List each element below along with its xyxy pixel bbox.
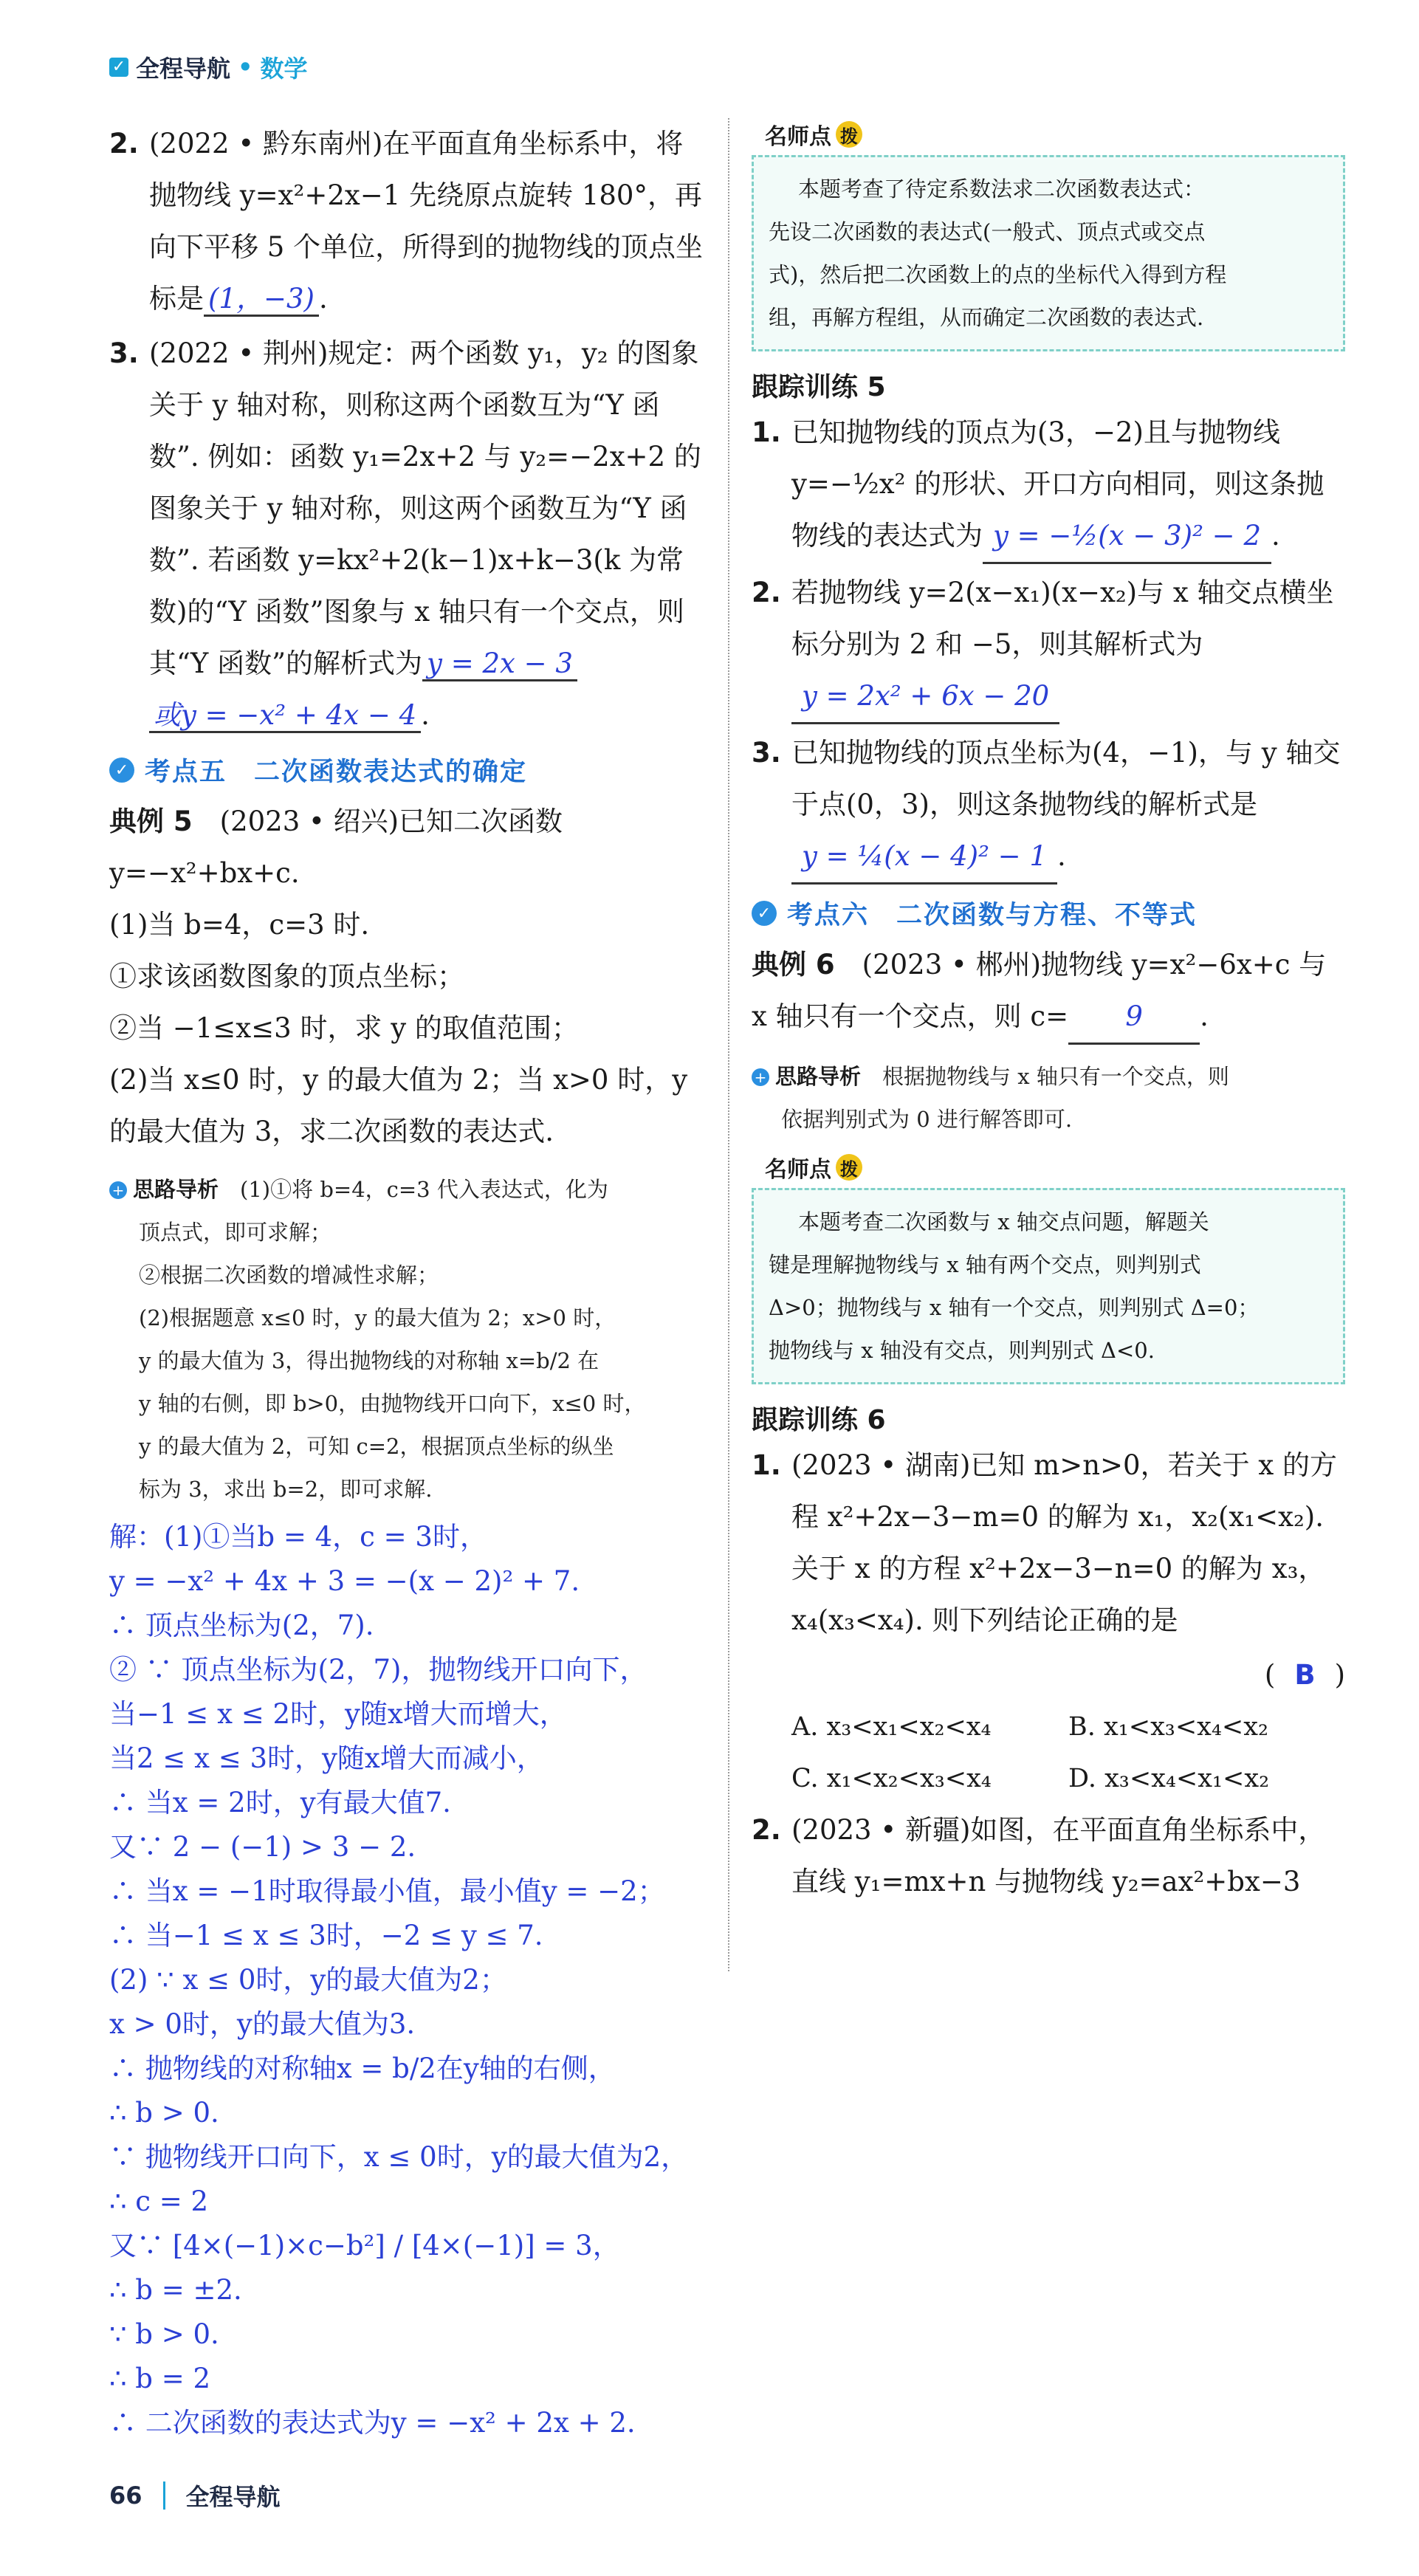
handwritten-solution xyxy=(109,1515,704,2445)
solution-line: ∴ c = 2 xyxy=(109,2185,209,2217)
question-stem: 已知抛物线的顶点为(3，−2)且与抛物线 y=−½x² 的形状、开口方向相同，则这条抛物线的表达式为 xyxy=(791,416,1324,552)
column-divider xyxy=(728,118,729,1971)
solution-line: ∴ b = 2 xyxy=(109,2363,211,2394)
question-3 xyxy=(109,328,704,741)
question-text: (2023 • 新疆)如图，在平面直角坐标系中，直线 y₁=mx+n 与抛物线 y₂=ax²+bx−3 xyxy=(791,1814,1326,1897)
example-part: (2)当 x≤0 时，y 的最大值为 2；当 x>0 时，y 的最大值为 3，求二次函数的表达式. xyxy=(109,1064,688,1147)
choice-close: ) xyxy=(1334,1659,1345,1691)
option-c: C. x₁<x₂<x₃<x₄ xyxy=(791,1764,992,1793)
question-text xyxy=(149,328,704,741)
example-part: ①求该函数图象的顶点坐标； xyxy=(109,961,464,992)
tip-label-text: 名师点 xyxy=(765,124,831,150)
track5-question-1 xyxy=(752,407,1345,564)
answer-blank: y = 2x² + 6x − 20 xyxy=(791,670,1059,724)
question-number: 2. xyxy=(109,128,139,159)
answer-blank: 9 xyxy=(1068,991,1200,1045)
tip-badge-icon: 拨 xyxy=(836,121,862,148)
question-text: (2023 • 湖南)已知 m>n>0，若关于 x 的方程 x²+2x−3−m=0 的解为 x₁，x₂(x₁<x₂). 关于 x 的方程 x²+2x−3−n=0 的解为 x₃，x₄(x₃<x₄). 则下列结论正确的是 xyxy=(791,1449,1337,1636)
question-stem: (2022 • 黔东南州)在平面直角坐标系中，将抛物线 y=x²+2x−1 先绕原点旋转 180°，再向下平移 5 个单位，所得到的抛物线的顶点坐标是 xyxy=(149,128,704,315)
teacher-tip-box xyxy=(752,155,1345,351)
solution-line: 又∵ 2 − (−1) > 3 − 2. xyxy=(109,1831,416,1863)
teacher-tip-label xyxy=(765,118,862,151)
thinking-line: y 的最大值为 2，可知 c=2，根据顶点坐标的纵坐 xyxy=(139,1434,614,1459)
thinking-line: ②根据二次函数的增减性求解； xyxy=(139,1263,439,1288)
question-end: . xyxy=(318,283,328,315)
question-stem: (2022 • 荆州)规定：两个函数 y₁，y₂ 的图象关于 y 轴对称，则称这两个函数互为“Y 函数”. 例如：函数 y₁=2x+2 与 y₂=−2x+2 的图象关于 y 轴对称，则这两个函数互为“Y 函数”. 若函数 y=kx²+2(k−1)x+k−3(k 为常数)的“Y 函数”图象与 x 轴只有一个交点，则其“Y 函数”的解析式为 xyxy=(149,337,701,679)
example-label: 典例 6 xyxy=(752,949,835,980)
question-number: 3. xyxy=(752,737,781,769)
solution-line: ∴ 抛物线的对称轴x = b/2在y轴的右侧， xyxy=(109,2053,616,2084)
track5-question-3 xyxy=(752,727,1345,885)
question-end: . xyxy=(1057,840,1066,872)
thinking-label: 思路导析 xyxy=(775,1064,862,1089)
left-column xyxy=(109,118,704,2445)
thinking-text: (1)①将 b=4，c=3 代入表达式，化为 xyxy=(240,1177,608,1202)
answer-blank: y = −½(x − 3)² − 2 xyxy=(983,510,1271,564)
tip-line: 本题考查二次函数与 x 轴交点问题，解题关 xyxy=(798,1209,1209,1234)
solution-line: ∵ 抛物线开口向下，x ≤ 0时，y的最大值为2， xyxy=(109,2141,689,2173)
tracking-title: 跟踪训练 5 xyxy=(752,372,886,402)
header-subject: 数学 xyxy=(260,55,308,83)
question-stem: 若抛物线 y=2(x−x₁)(x−x₂)与 x 轴交点横坐标分别为 2 和 −5，则其解析式为 xyxy=(791,577,1334,660)
choice-options xyxy=(752,1701,1345,1804)
question-number: 2. xyxy=(752,577,781,608)
choice-answer-value: B xyxy=(1294,1659,1316,1691)
tracking-title: 跟踪训练 6 xyxy=(752,1405,886,1435)
thinking-line: y 轴的右侧，即 b>0，由抛物线开口向下，x≤0 时， xyxy=(139,1391,646,1416)
question-end: . xyxy=(1271,520,1280,552)
solution-line: 当2 ≤ x ≤ 3时，y随x增大而减小， xyxy=(109,1742,544,1774)
tip-line: Δ>0；抛物线与 x 轴有一个交点，则判别式 Δ=0； xyxy=(769,1295,1260,1320)
answer-blank: (1，−3) xyxy=(204,283,319,317)
example-part: ②当 −1≤x≤3 时，求 y 的取值范围； xyxy=(109,1012,579,1044)
tip-line: 式)，然后把二次函数上的点的坐标代入得到方程 xyxy=(769,262,1227,287)
thinking-guide xyxy=(109,1168,704,1511)
page-footer xyxy=(109,2479,281,2513)
solution-line: ∴ b = ±2. xyxy=(109,2274,242,2306)
example-end: . xyxy=(1200,1000,1209,1032)
section-title: 考点五 二次函数表达式的确定 xyxy=(145,758,528,787)
question-number: 2. xyxy=(752,1814,781,1846)
thinking-line: 标为 3，求出 b=2，即可求解. xyxy=(139,1477,433,1502)
teacher-tip-label xyxy=(765,1151,862,1184)
solution-line: ∴ 二次函数的表达式为y = −x² + 2x + 2. xyxy=(109,2407,636,2439)
choice-open: ( xyxy=(1264,1659,1276,1691)
solution-line: ∴ 当x = −1时取得最小值，最小值y = −2； xyxy=(109,1875,665,1907)
choice-answer xyxy=(752,1649,1345,1701)
thinking-line: 顶点式，即可求解； xyxy=(139,1220,332,1245)
question-number: 3. xyxy=(109,337,139,369)
section-header xyxy=(752,895,1345,932)
thinking-guide xyxy=(752,1055,1345,1141)
solution-line: ② ∵ 顶点坐标为(2，7)，抛物线开口向下， xyxy=(109,1654,647,1686)
tip-badge-icon: 拨 xyxy=(836,1154,862,1181)
thinking-line xyxy=(752,1055,1345,1098)
solution-line: x > 0时，y的最大值为3. xyxy=(109,2008,416,2040)
section-title: 考点六 二次函数与方程、不等式 xyxy=(787,901,1198,930)
tip-line: 先设二次函数的表达式(一般式、顶点式或交点 xyxy=(769,219,1206,244)
right-column xyxy=(752,118,1345,1911)
solution-line: 当−1 ≤ x ≤ 2时，y随x增大而增大， xyxy=(109,1698,567,1730)
solution-line: ∴ b > 0. xyxy=(109,2097,219,2129)
solution-line: ∴ 当x = 2时，y有最大值7. xyxy=(109,1787,451,1818)
solution-line: (2) ∵ x ≤ 0时，y的最大值为2； xyxy=(109,1964,507,1996)
example-5 xyxy=(109,796,704,1158)
solution-line: 解：(1)①当b = 4，c = 3时， xyxy=(109,1521,487,1553)
thinking-label: 思路导析 xyxy=(133,1177,219,1202)
tip-line: 本题考查了待定系数法求二次函数表达式： xyxy=(798,176,1206,202)
question-text xyxy=(149,118,704,325)
solution-line: y = −x² + 4x + 3 = −(x − 2)² + 7. xyxy=(109,1565,580,1597)
track6-question-1 xyxy=(752,1440,1345,1646)
check-circle-icon: ✓ xyxy=(109,758,134,783)
question-stem: 已知抛物线的顶点坐标为(4，−1)，与 y 轴交于点(0，3)，则这条抛物线的解析式是 xyxy=(791,737,1341,820)
plus-icon: + xyxy=(109,1181,127,1199)
question-2 xyxy=(109,118,704,325)
plus-icon: + xyxy=(752,1068,769,1086)
footer-brand: 全程导航 xyxy=(185,2483,281,2511)
tip-line: 抛物线与 x 轴没有交点，则判别式 Δ<0. xyxy=(769,1338,1155,1363)
example-part: (1)当 b=4，c=3 时. xyxy=(109,909,370,941)
question-number: 1. xyxy=(752,416,781,448)
thinking-line: (2)根据题意 x≤0 时，y 的最大值为 2；x>0 时， xyxy=(139,1305,616,1330)
header-brand: 全程导航 xyxy=(136,55,231,83)
answer-blank-2: 或y = −x² + 4x − 4 xyxy=(149,699,421,733)
answer-blank: y = ¼(x − 4)² − 1 xyxy=(791,831,1057,885)
question-number: 1. xyxy=(752,1449,781,1481)
footer-divider xyxy=(163,2481,165,2510)
solution-line: ∵ b > 0. xyxy=(109,2318,219,2350)
thinking-line: 依据判别式为 0 进行解答即可. xyxy=(781,1107,1073,1132)
answer-blank: y = 2x − 3 xyxy=(422,648,577,681)
solution-line: ∴ 当−1 ≤ x ≤ 3时，−2 ≤ y ≤ 7. xyxy=(109,1920,543,1951)
thinking-line: y 的最大值为 3，得出抛物线的对称轴 x=b/2 在 xyxy=(139,1348,599,1373)
thinking-line xyxy=(109,1168,704,1211)
tip-line: 键是理解抛物线与 x 轴有两个交点，则判别式 xyxy=(769,1252,1201,1277)
header-dot: • xyxy=(238,53,253,81)
section-header xyxy=(109,752,704,789)
question-end: . xyxy=(421,699,430,731)
example-stem xyxy=(109,796,704,899)
thinking-text: 根据抛物线与 x 轴只有一个交点，则 xyxy=(882,1064,1229,1089)
page-header xyxy=(109,50,307,84)
option-b: B. x₁<x₃<x₄<x₂ xyxy=(1068,1712,1269,1742)
example-6 xyxy=(752,939,1345,1045)
track5-question-2 xyxy=(752,567,1345,724)
track6-question-2 xyxy=(752,1804,1345,1908)
question-text xyxy=(791,407,1345,564)
example-label: 典例 5 xyxy=(109,806,193,837)
example-text: (2023 • 绍兴)已知二次函数 y=−x²+bx+c. xyxy=(109,806,563,889)
check-icon: ✓ xyxy=(109,58,128,77)
tip-line: 组，再解方程组，从而确定二次函数的表达式. xyxy=(769,305,1204,330)
question-text xyxy=(791,727,1345,885)
solution-line: 又∵ [4×(−1)×c−b²] / [4×(−1)] = 3， xyxy=(109,2230,620,2261)
solution-line: ∴ 顶点坐标为(2，7). xyxy=(109,1610,374,1641)
option-a: A. x₃<x₁<x₂<x₄ xyxy=(791,1712,992,1742)
teacher-tip-box xyxy=(752,1188,1345,1384)
question-text xyxy=(791,567,1345,724)
check-circle-icon: ✓ xyxy=(752,901,777,926)
page-number: 66 xyxy=(109,2481,142,2510)
tip-label-text: 名师点 xyxy=(765,1157,831,1183)
option-d: D. x₃<x₄<x₁<x₂ xyxy=(1068,1764,1270,1793)
example-text: (2023 • 郴州)抛物线 y=x²−6x+c 与 x 轴只有一个交点，则 c= xyxy=(752,949,1327,1032)
